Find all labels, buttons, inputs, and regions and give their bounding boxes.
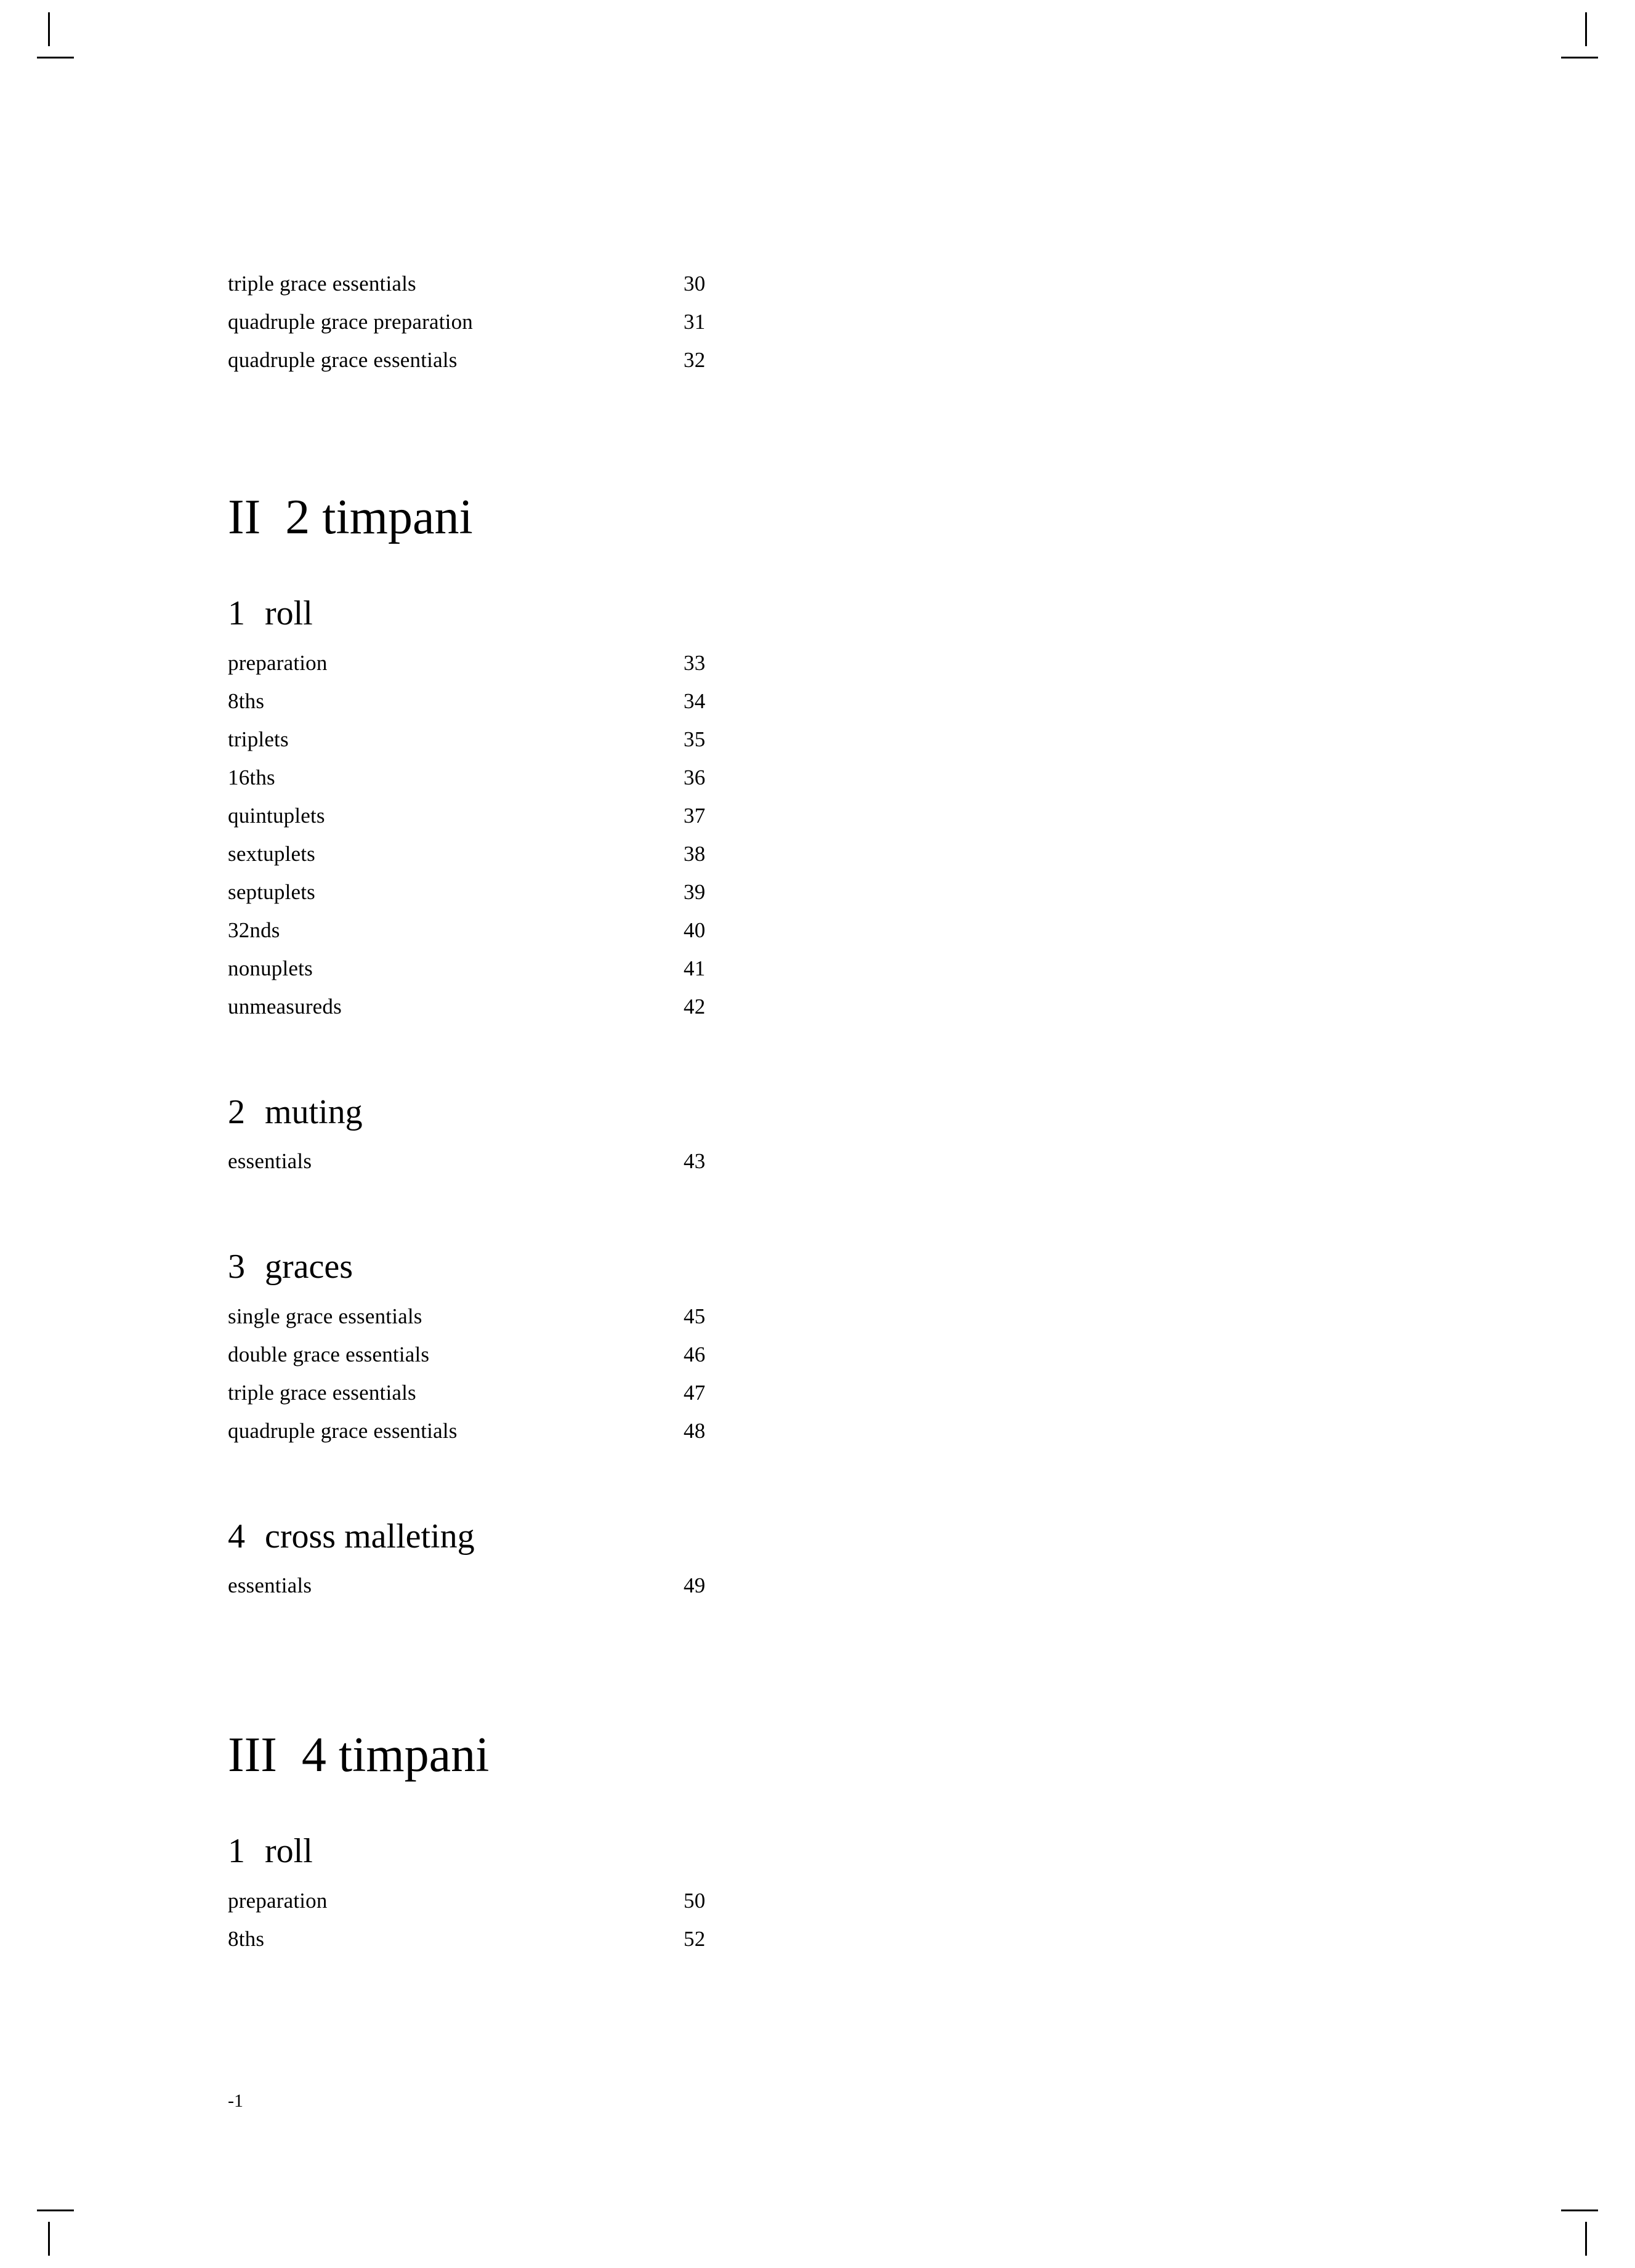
spacer xyxy=(228,1605,1090,1728)
part-iii[interactable] xyxy=(228,1728,1090,1782)
crop-mark-bottom-left xyxy=(37,2200,86,2256)
chapter-title-text: graces xyxy=(265,1248,353,1286)
toc-entry-label: quadruple grace essentials xyxy=(228,1418,458,1443)
toc-entry-page-number: 38 xyxy=(684,841,706,866)
toc-entry[interactable] xyxy=(228,1920,1090,1958)
toc-entry-label: septuplets xyxy=(228,879,315,904)
toc-entry-page-number: 52 xyxy=(684,1926,706,1951)
toc-entry-page-number: 49 xyxy=(684,1573,706,1598)
chapter-ii-3-entries xyxy=(228,1297,1090,1450)
toc-entry-label: preparation xyxy=(228,650,328,675)
toc-group-continued xyxy=(228,265,1090,379)
part-numeral: III xyxy=(228,1728,277,1783)
toc-entry[interactable] xyxy=(228,644,1090,682)
toc-entry-label: quadruple grace essentials xyxy=(228,348,458,372)
toc-entry-label: quintuplets xyxy=(228,803,325,828)
toc-entry-label: quadruple grace preparation xyxy=(228,310,473,334)
spacer xyxy=(228,544,1090,595)
chapter-title-text: roll xyxy=(265,1832,313,1871)
chapter-ii-1[interactable] xyxy=(228,595,1090,633)
chapter-title-text: muting xyxy=(265,1092,363,1131)
toc-entry-label: essentials xyxy=(228,1573,312,1598)
spacer xyxy=(228,379,1090,490)
toc-entry[interactable] xyxy=(228,911,1090,950)
toc-entry-page-number: 45 xyxy=(684,1304,706,1328)
toc-entry[interactable] xyxy=(228,988,1090,1026)
toc-entry-page-number: 33 xyxy=(684,650,706,675)
toc-entry[interactable] xyxy=(228,341,1090,379)
toc-entry-page-number: 43 xyxy=(684,1149,706,1174)
toc-entry-label: nonuplets xyxy=(228,956,313,980)
toc-entry[interactable] xyxy=(228,835,1090,873)
chapter-number: 1 xyxy=(228,594,245,632)
crop-mark-top-right xyxy=(1549,12,1598,68)
spacer xyxy=(228,633,1090,644)
toc-entry[interactable] xyxy=(228,1412,1090,1450)
toc-entry-page-number: 37 xyxy=(684,803,706,828)
spacer xyxy=(228,1180,1090,1248)
toc-entry-page-number: 50 xyxy=(684,1888,706,1913)
toc-entry-label: double grace essentials xyxy=(228,1342,430,1366)
toc-entry-label: 8ths xyxy=(228,688,265,713)
toc-entry-label: essentials xyxy=(228,1149,312,1174)
toc-entry-page-number: 46 xyxy=(684,1342,706,1366)
chapter-ii-4-entries xyxy=(228,1567,1090,1605)
toc-entry[interactable] xyxy=(228,303,1090,341)
spacer xyxy=(228,1556,1090,1567)
toc-entry-page-number: 41 xyxy=(684,956,706,980)
toc-entry-label: triple grace essentials xyxy=(228,1380,416,1405)
toc-entry-label: triple grace essentials xyxy=(228,272,416,296)
toc-entry-page-number: 32 xyxy=(684,348,706,372)
chapter-number: 1 xyxy=(228,1832,245,1871)
toc-entry[interactable] xyxy=(228,265,1090,303)
toc-entry-page-number: 30 xyxy=(684,272,706,296)
chapter-iii-1-entries xyxy=(228,1882,1090,1958)
page-folio: -1 xyxy=(228,2091,243,2111)
toc-entry-label: sextuplets xyxy=(228,841,315,866)
chapter-ii-3[interactable] xyxy=(228,1248,1090,1286)
spacer xyxy=(228,1286,1090,1297)
toc-entry-page-number: 40 xyxy=(684,918,706,942)
toc-entry[interactable] xyxy=(228,1297,1090,1336)
toc-entry-page-number: 36 xyxy=(684,765,706,789)
toc-entry-page-number: 47 xyxy=(684,1380,706,1405)
toc-entry-label: 32nds xyxy=(228,918,280,942)
toc-entry-page-number: 31 xyxy=(684,310,706,334)
spacer xyxy=(228,1131,1090,1142)
toc-entry[interactable] xyxy=(228,1374,1090,1412)
spacer xyxy=(228,1450,1090,1518)
toc-entry-label: unmeasureds xyxy=(228,994,342,1019)
toc-entry[interactable] xyxy=(228,950,1090,988)
spacer xyxy=(228,1782,1090,1833)
part-ii[interactable] xyxy=(228,490,1090,544)
toc-entry-label: 16ths xyxy=(228,765,275,789)
chapter-ii-2-entries xyxy=(228,1142,1090,1180)
toc-entry-label: 8ths xyxy=(228,1926,265,1951)
chapter-ii-2[interactable] xyxy=(228,1094,1090,1132)
toc-entry[interactable] xyxy=(228,1567,1090,1605)
toc-entry-page-number: 35 xyxy=(684,727,706,751)
table-of-contents xyxy=(228,265,1090,1958)
toc-entry-page-number: 48 xyxy=(684,1418,706,1443)
chapter-ii-1-entries xyxy=(228,644,1090,1026)
part-numeral: II xyxy=(228,490,261,544)
toc-entry-label: triplets xyxy=(228,727,289,751)
chapter-title-text: cross malleting xyxy=(265,1517,475,1556)
crop-mark-top-left xyxy=(37,12,86,68)
toc-entry[interactable] xyxy=(228,720,1090,759)
chapter-number: 3 xyxy=(228,1248,245,1286)
chapter-title-text: roll xyxy=(265,594,313,632)
toc-entry[interactable] xyxy=(228,873,1090,911)
toc-entry[interactable] xyxy=(228,1142,1090,1180)
spacer xyxy=(228,1871,1090,1882)
spacer xyxy=(228,1026,1090,1094)
toc-entry[interactable] xyxy=(228,1336,1090,1374)
toc-entry[interactable] xyxy=(228,759,1090,797)
chapter-number: 4 xyxy=(228,1517,245,1556)
chapter-ii-4[interactable] xyxy=(228,1518,1090,1556)
chapter-iii-1[interactable] xyxy=(228,1833,1090,1871)
toc-entry[interactable] xyxy=(228,682,1090,720)
toc-entry[interactable] xyxy=(228,797,1090,835)
toc-entry-label: single grace essentials xyxy=(228,1304,422,1328)
toc-entry[interactable] xyxy=(228,1882,1090,1920)
part-title-text: 4 timpani xyxy=(301,1728,490,1783)
toc-entry-page-number: 42 xyxy=(684,994,706,1019)
chapter-number: 2 xyxy=(228,1092,245,1131)
toc-entry-page-number: 34 xyxy=(684,688,706,713)
toc-entry-label: preparation xyxy=(228,1888,328,1913)
crop-mark-bottom-right xyxy=(1549,2200,1598,2256)
toc-entry-page-number: 39 xyxy=(684,879,706,904)
part-title-text: 2 timpani xyxy=(285,490,473,544)
